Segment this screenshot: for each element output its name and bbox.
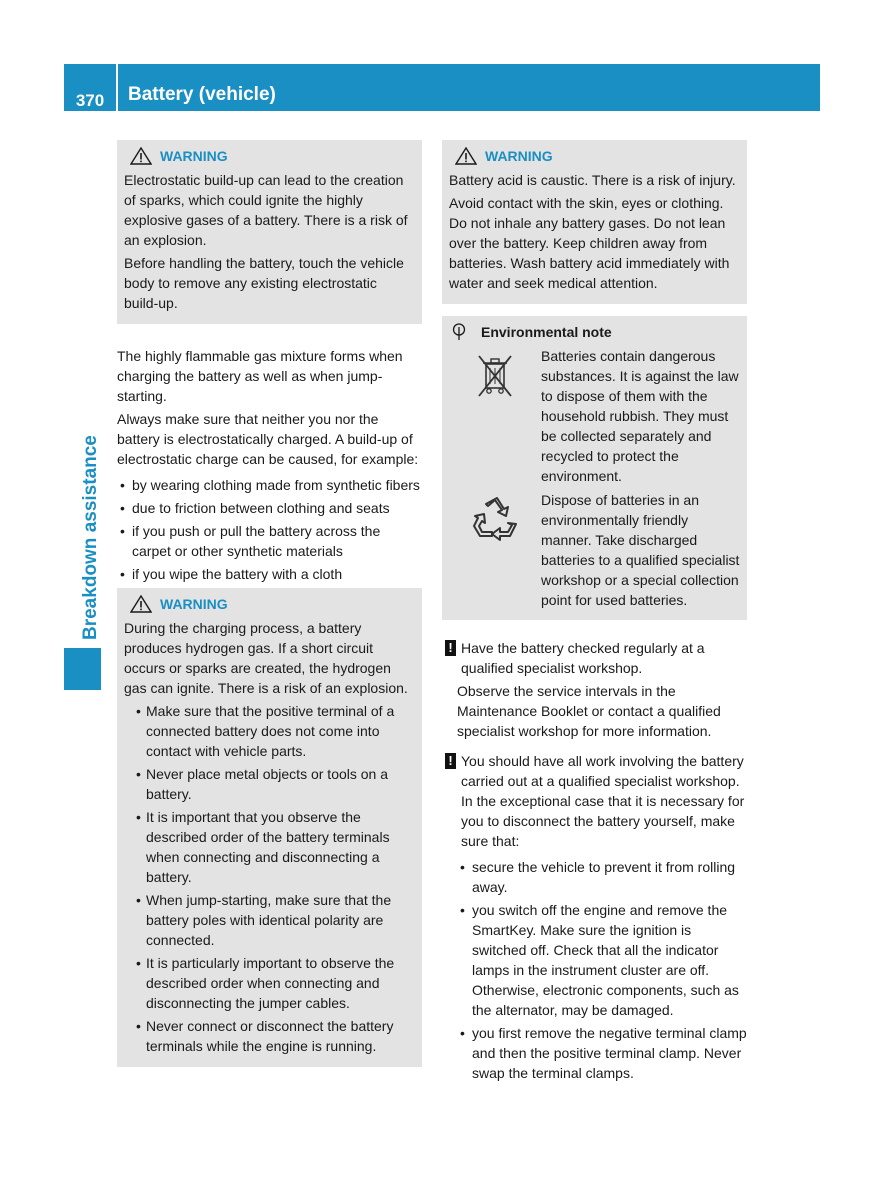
note-battery-check [442,638,747,741]
warning-triangle-icon [130,147,152,165]
note-disconnect-battery [442,751,747,1083]
list-item: • Make sure that the positive terminal of a connected battery does not come into contact with vehicle parts. [138,701,415,761]
warning-heading [130,594,415,614]
note-text: Have the battery checked regularly at a qualified specialist workshop. [461,640,705,676]
environmental-note-heading [449,322,740,342]
warning-triangle-icon [455,147,477,165]
warning-heading [455,146,740,166]
header-divider [116,64,118,111]
warning-label: WARNING [160,596,228,612]
warning-box-acid [442,140,747,304]
warning-text: Before handling the battery, touch the vehicle body to remove any existing electrostatic build-up. [124,255,404,311]
recycle-icon [470,496,520,546]
note-text: Observe the service intervals in the Maintenance Booklet or contact a qualified specialist workshop for more information. [457,683,721,739]
list-item: • you first remove the negative terminal clamp and then the positive terminal clamp. Never swap the terminal clamps. [457,1023,747,1083]
lightbulb-icon [451,323,467,341]
warning-text: During the charging process, a battery produces hydrogen gas. If a short circuit occurs or sparks are created, the hydrogen gas can ignite. There is a risk of an explosion. [124,620,408,696]
page-number: 370 [75,91,105,110]
exclamation-icon: ! [445,753,456,769]
warning-label: WARNING [485,148,553,164]
exclamation-icon: ! [445,640,456,656]
list-item: • due to friction between clothing and seats [117,498,422,518]
warning-label: WARNING [160,148,228,164]
list-item: • It is important that you observe the described order of the battery terminals when connecting and disconnecting a battery. [138,807,415,887]
list-item: • Never place metal objects or tools on a battery. [138,764,415,804]
warning-heading [130,146,415,166]
list-item: • you switch off the engine and remove the SmartKey. Make sure the ignition is switched off. Check that all the indicator lamps in the instrument cluster are off. Otherwise, electronic components, such as the alternator, may be damaged. [457,900,747,1020]
list-item: • When jump-starting, make sure that the battery poles with identical polarity are connected. [138,890,415,950]
env-text: Batteries contain dangerous substances. It is against the law to dispose of them with the household rubbish. They must be collected separately and recycled to protect the environment. [541,348,739,484]
env-row-disposal [449,346,740,486]
env-row-recycle [449,490,740,610]
warning-text: Electrostatic build-up can lead to the creation of sparks, which could ignite the highly explosive gases of a battery. There is a risk of an explosion. [124,172,408,248]
warning-box-hydrogen [117,588,422,1067]
warning-triangle-icon [130,595,152,613]
warning-box-electrostatic [117,140,422,324]
warning-text: Battery acid is caustic. There is a risk of injury. [449,172,736,188]
right-column [442,140,747,1086]
note-bullet-list [442,857,747,1083]
list-item: • It is particularly important to observe the described order when connecting and disconnecting the jumper cables. [138,953,415,1013]
paragraph: The highly flammable gas mixture forms when charging the battery as well as when jump-starting. [117,348,403,404]
warning-bullet-list [124,701,415,1056]
page-title: Battery (vehicle) [128,84,276,105]
side-tab-label: Breakdown assistance [80,435,101,640]
list-item: • Never connect or disconnect the battery terminals while the engine is running. [138,1016,415,1056]
env-text: Dispose of batteries in an environmentally friendly manner. Take discharged batteries to a qualified specialist workshop or a special collection point for used batteries. [541,492,740,608]
left-column [117,140,422,1067]
warning-text: Avoid contact with the skin, eyes or clothing. Do not inhale any battery gases. Do not lean over the battery. Keep children away from batteries. Wash battery acid immediately with water and seek medical attention. [449,195,730,291]
body-text-section [117,346,422,584]
paragraph: Always make sure that neither you nor the battery is electrostatically charged. A build-up of electrostatic charge can be caused, for example: [117,411,419,467]
list-item: • if you push or pull the battery across the carpet or other synthetic materials [117,521,422,561]
environmental-note-label: Environmental note [481,324,612,340]
list-item: • by wearing clothing made from synthetic fibers [117,475,422,495]
environmental-note-box [442,316,747,620]
list-item: • if you wipe the battery with a cloth [117,564,422,584]
list-item: • secure the vehicle to prevent it from rolling away. [457,857,747,897]
crossed-out-bin-icon [475,352,515,400]
note-text: You should have all work involving the battery carried out at a qualified specialist workshop. In the exceptional case that it is necessary for you to disconnect the battery yourself, make sure that: [461,753,745,849]
side-tab-marker [64,648,101,690]
bullet-list [117,475,422,584]
